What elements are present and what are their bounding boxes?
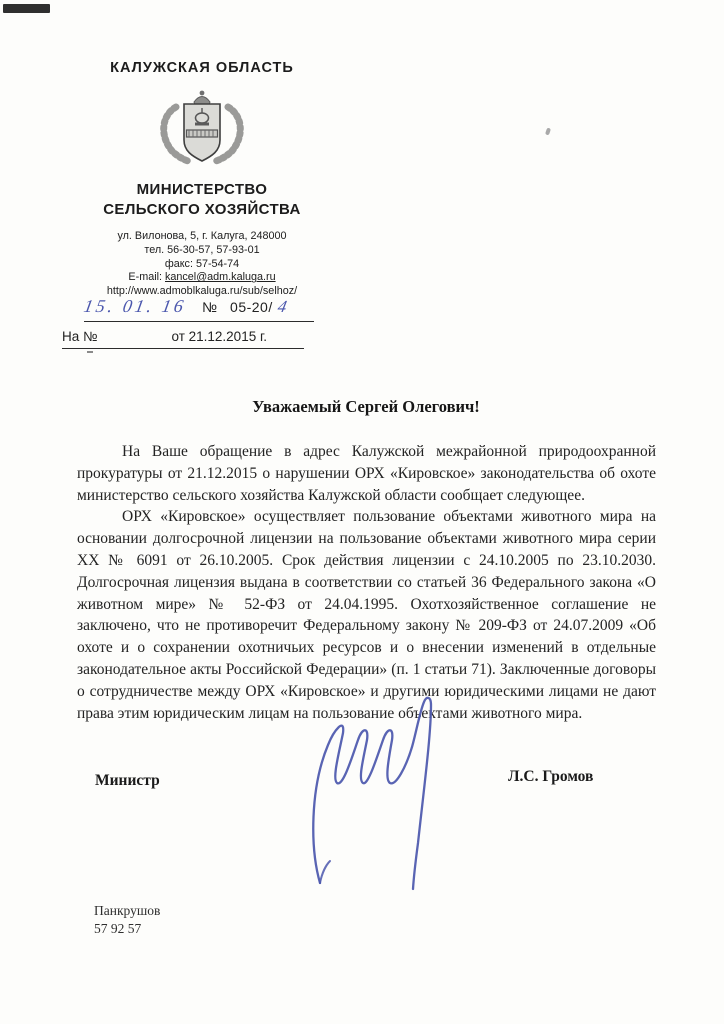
- scan-speck: [545, 128, 551, 136]
- coat-of-arms-icon: [150, 89, 254, 165]
- incoming-number-line: [62, 329, 304, 349]
- website-line: http://www.admoblkaluga.ru/sub/selhoz/: [106, 285, 298, 298]
- scan-artifact-bar: [3, 4, 50, 13]
- letterhead: [28, 60, 376, 299]
- number-printed: 05-20/: [230, 299, 273, 315]
- handwritten-date: 15. 01. 16: [82, 296, 188, 316]
- contact-block: [28, 230, 376, 299]
- scan-speck: [87, 351, 93, 353]
- executor-name: Панкрушов: [94, 903, 161, 918]
- ministry-title: [28, 180, 376, 219]
- address-line: ул. Вилонова, 5, г. Калуга, 248000: [117, 230, 287, 242]
- reply-date: от 21.12.2015 г.: [171, 329, 267, 344]
- region-title: КАЛУЖСКАЯ ОБЛАСТЬ: [110, 60, 294, 76]
- phone-line: тел. 56-30-57, 57-93-01: [144, 243, 260, 256]
- ministry-line2: СЕЛЬСКОГО ХОЗЯЙСТВА: [103, 200, 301, 218]
- letter-body: [77, 441, 656, 724]
- email-address: kancel@adm.kaluga.ru: [165, 271, 276, 284]
- executor-block: [94, 902, 160, 938]
- ministry-line1: МИНИСТЕРСТВО: [136, 181, 268, 198]
- salutation: Уважаемый Сергей Олегович!: [252, 397, 480, 416]
- reply-label: На №: [62, 329, 98, 344]
- paragraph: На Ваше обращение в адрес Калужской межрайонной природоохранной прокуратуры от 21.12.2015 о нарушении ОРХ «Кировское» законодательства об охоте министерство сельского хозяйства Калужской области сообщает следующее.: [77, 443, 656, 504]
- signer-position: Министр: [95, 772, 160, 789]
- signer-name: Л.С. Громов: [508, 768, 594, 785]
- number-sign: №: [202, 299, 218, 315]
- email-label: E-mail:: [128, 271, 165, 284]
- fax-line: факс: 57-54-74: [164, 257, 240, 270]
- paragraph: ОРХ «Кировское» осуществляет пользование объектами животного мира на основании долгосрочной лицензии на пользование объектами животного мира серии ХХ № 6091 от 26.10.2005. Срок действия лицензии с 24.10.2005 по 23.10.2030. Долгосрочная лицензия выдана в соответствии со статьей 36 Федерального закона «О животном мире» № 52-ФЗ от 24.04.1995. Охотхозяйственное соглашение не заключено, что не противоречит Федеральному закону № 209-ФЗ от 24.07.2009 «Об охоте и о сохранении охотничьих ресурсов и о внесении изменений в отдельные законодательное акты Российской Федерации» (п. 1 статьи 71). Заключенные договоры о сотрудничестве между ОРХ «Кировское» и другими юридическими лицами не дают права этим юридическим лицам на пользование объектами животного мира.: [77, 508, 656, 722]
- outgoing-number-line: [84, 296, 314, 322]
- email-line: [28, 271, 376, 285]
- handwritten-number: 4: [275, 297, 289, 316]
- signature-icon: [286, 693, 462, 893]
- executor-phone: 57 92 57: [94, 921, 142, 936]
